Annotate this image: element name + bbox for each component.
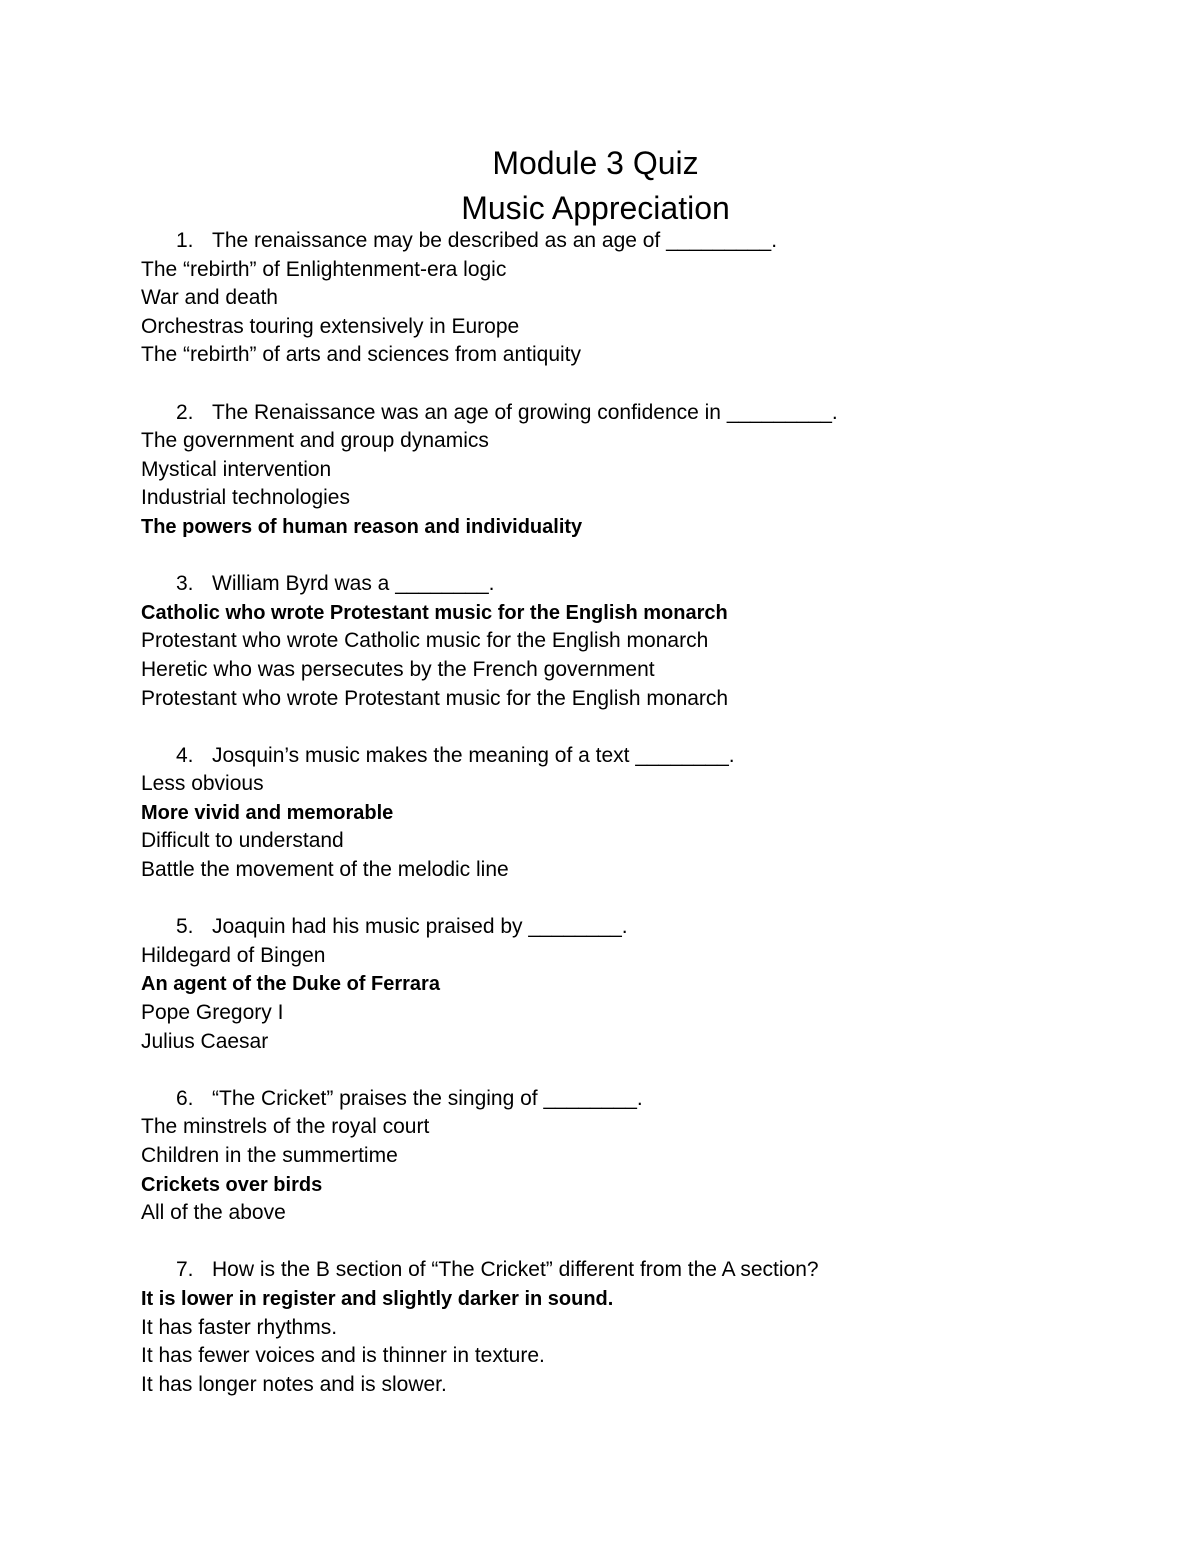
answer-option: Difficult to understand: [141, 829, 344, 853]
question-text: “The Cricket” praises the singing of ________.: [212, 1086, 643, 1110]
answer-option: All of the above: [141, 1201, 286, 1225]
question-text: The Renaissance was an age of growing confidence in _________.: [212, 400, 838, 424]
question-text: Joaquin had his music praised by ________.: [212, 915, 628, 939]
answer-option: War and death: [141, 286, 278, 310]
answer-option: Battle the movement of the melodic line: [141, 858, 509, 882]
question-block-4: [141, 742, 1141, 885]
answer-option-correct: Crickets over birds: [141, 1173, 323, 1196]
quiz-questions: [141, 227, 1141, 1399]
question-5: [141, 913, 1141, 942]
answer-option: Industrial technologies: [141, 486, 350, 510]
answer-option: Hildegard of Bingen: [141, 943, 326, 967]
question-text: The renaissance may be described as an age of _________.: [212, 229, 778, 252]
question-number: 2.: [176, 400, 194, 424]
answer-option: Protestant who wrote Protestant music for the English monarch: [141, 686, 729, 710]
question-block-3: [141, 570, 1141, 713]
question-block-1: [141, 227, 1141, 370]
answer-option: It has longer notes and is slower.: [141, 1372, 447, 1396]
question-text: Josquin’s music makes the meaning of a text ________.: [212, 743, 735, 767]
answer-option: The minstrels of the royal court: [141, 1115, 430, 1139]
question-number: 6.: [176, 1086, 194, 1110]
question-block-5: [141, 913, 1141, 1056]
answer-option: Orchestras touring extensively in Europe: [141, 314, 520, 338]
question-block-6: [141, 1085, 1141, 1228]
answer-option: Protestant who wrote Catholic music for the English monarch: [141, 629, 709, 653]
question-text: How is the B section of “The Cricket” different from the A section?: [212, 1258, 819, 1282]
answer-option-correct: It is lower in register and slightly darker in sound.: [141, 1287, 614, 1310]
answer-option: Mystical intervention: [141, 457, 332, 481]
page-subtitle: Music Appreciation: [461, 190, 730, 226]
page-title: Module 3 Quiz: [492, 145, 699, 181]
answer-option-correct: An agent of the Duke of Ferrara: [141, 973, 440, 996]
answer-option: The government and group dynamics: [141, 429, 489, 453]
answer-option: It has fewer voices and is thinner in texture.: [141, 1344, 545, 1368]
answer-option: It has faster rhythms.: [141, 1315, 338, 1339]
answer-option: Less obvious: [141, 772, 264, 796]
question-text: William Byrd was a ________.: [212, 572, 495, 596]
question-number: 5.: [176, 915, 194, 939]
answer-option: The “rebirth” of arts and sciences from antiquity: [141, 343, 582, 367]
question-3: [141, 570, 1141, 599]
answer-option-correct: Catholic who wrote Protestant music for the English monarch: [141, 601, 728, 624]
question-number: 7.: [176, 1258, 194, 1282]
question-6: [141, 1085, 1141, 1114]
question-7: [141, 1256, 1141, 1285]
question-2: [141, 399, 1141, 428]
answer-option: Heretic who was persecutes by the French government: [141, 657, 655, 681]
question-number: 1.: [176, 229, 194, 252]
question-4: [141, 742, 1141, 771]
question-number: 4.: [176, 743, 194, 767]
question-1: [141, 227, 1141, 256]
answer-option: The “rebirth” of Enlightenment-era logic: [141, 257, 507, 281]
answer-option: Pope Gregory I: [141, 1001, 284, 1025]
question-block-7: [141, 1256, 1141, 1399]
question-number: 3.: [176, 572, 194, 596]
answer-option-correct: More vivid and memorable: [141, 801, 394, 824]
question-block-2: [141, 399, 1141, 542]
answer-option-correct: The powers of human reason and individuality: [141, 515, 583, 538]
answer-option: Julius Caesar: [141, 1029, 269, 1053]
answer-option: Children in the summertime: [141, 1144, 398, 1167]
